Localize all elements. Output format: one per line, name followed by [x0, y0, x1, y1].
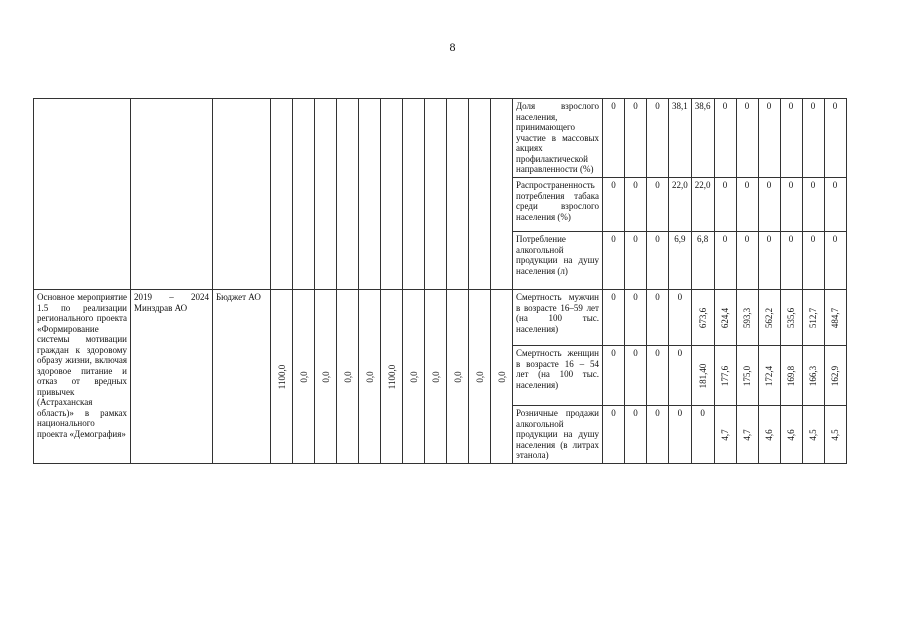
indicator-value: 4,7	[714, 406, 736, 464]
indicator-value: 0	[669, 290, 692, 346]
indicator-value: 38,6	[691, 99, 714, 178]
prev-funding-cell	[491, 99, 513, 290]
prev-funding-cell	[271, 99, 293, 290]
indicator-value: 162,9	[824, 346, 846, 406]
funding-value: 0,0	[337, 290, 359, 464]
indicator-value: 0	[736, 99, 758, 178]
indicator-value: 624,4	[714, 290, 736, 346]
prev-funding-cell	[447, 99, 469, 290]
indicator-value: 0	[802, 99, 824, 178]
indicator-value: 0	[691, 406, 714, 464]
funding-value: 0,0	[403, 290, 425, 464]
indicator-value: 673,6	[691, 290, 714, 346]
indicator-value: 0	[625, 99, 647, 178]
prev-period-cell	[131, 99, 213, 290]
indicator-value: 0	[603, 406, 625, 464]
funding-value: 0,0	[469, 290, 491, 464]
indicator-value: 0	[780, 178, 802, 232]
indicator-value: 0	[603, 346, 625, 406]
table-row	[34, 99, 847, 178]
indicator-value: 0	[802, 178, 824, 232]
prev-funding-cell	[403, 99, 425, 290]
indicator-value: 0	[647, 178, 669, 232]
indicator-value: 0	[625, 406, 647, 464]
indicator-value: 0	[736, 232, 758, 290]
funding-value: 0,0	[491, 290, 513, 464]
indicator-value: 512,7	[802, 290, 824, 346]
indicator-value: 4,6	[758, 406, 780, 464]
indicator-value: 0	[603, 99, 625, 178]
indicator-value: 0	[802, 232, 824, 290]
indicator-value: 175,0	[736, 346, 758, 406]
indicator-value: 0	[669, 346, 692, 406]
indicator-value: 0	[625, 346, 647, 406]
indicator-value: 6,9	[669, 232, 692, 290]
funding-value: 1100,0	[381, 290, 403, 464]
indicator-value: 0	[758, 232, 780, 290]
indicator-value: 4,5	[802, 406, 824, 464]
funding-value: 0,0	[293, 290, 315, 464]
indicator-value: 0	[669, 406, 692, 464]
indicator-value: 0	[625, 232, 647, 290]
prev-funding-cell	[337, 99, 359, 290]
indicator-value: 177,6	[714, 346, 736, 406]
indicator-value: 0	[647, 346, 669, 406]
indicator-value: 0	[824, 178, 846, 232]
indicator-value: 4,5	[824, 406, 846, 464]
indicator-value: 0	[647, 232, 669, 290]
indicator-value: 4,7	[736, 406, 758, 464]
indicator-value: 0	[647, 406, 669, 464]
indicator-value: 0	[647, 290, 669, 346]
indicator-value: 0	[603, 232, 625, 290]
indicator-value: 0	[603, 178, 625, 232]
indicator-value: 0	[647, 99, 669, 178]
indicator-name: Потребление алкогольной продукции на душу населения (л)	[513, 232, 603, 290]
indicator-value: 0	[625, 290, 647, 346]
indicator-value: 181,40	[691, 346, 714, 406]
funding-value: 0,0	[425, 290, 447, 464]
prev-funding-cell	[469, 99, 491, 290]
table-row	[34, 290, 847, 346]
indicator-value: 0	[736, 178, 758, 232]
indicator-value: 0	[780, 99, 802, 178]
funding-value: 1100,0	[271, 290, 293, 464]
prev-funding-cell	[425, 99, 447, 290]
indicator-value: 4,6	[780, 406, 802, 464]
prev-funding-cell	[293, 99, 315, 290]
indicator-name: Смертность мужчин в возрасте 16–59 лет (на 100 тыс. населения)	[513, 290, 603, 346]
indicator-value: 0	[824, 99, 846, 178]
indicator-value: 166,3	[802, 346, 824, 406]
indicator-name: Смертность женщин в возрасте 16 – 54 лет (на 100 тыс. населения)	[513, 346, 603, 406]
indicator-value: 0	[714, 99, 736, 178]
page-number: 8	[449, 40, 456, 54]
indicator-value: 22,0	[669, 178, 692, 232]
program-table	[33, 98, 847, 464]
indicator-value: 0	[780, 232, 802, 290]
funding-value: 0,0	[359, 290, 381, 464]
indicator-name: Розничные продажи алкогольной продукции на душу населения (в литрах этанола)	[513, 406, 603, 464]
indicator-value: 0	[603, 290, 625, 346]
indicator-value: 172,4	[758, 346, 780, 406]
prev-funding-cell	[359, 99, 381, 290]
indicator-value: 0	[758, 99, 780, 178]
indicator-value: 0	[824, 232, 846, 290]
measure-funding-source: Бюджет АО	[213, 290, 271, 464]
indicator-value: 6,8	[691, 232, 714, 290]
indicator-value: 484,7	[824, 290, 846, 346]
indicator-value: 0	[714, 178, 736, 232]
indicator-value: 0	[758, 178, 780, 232]
prev-measure-cell	[34, 99, 131, 290]
funding-value: 0,0	[315, 290, 337, 464]
prev-funding-cell	[381, 99, 403, 290]
indicator-value: 0	[714, 232, 736, 290]
indicator-value: 0	[625, 178, 647, 232]
indicator-value: 593,3	[736, 290, 758, 346]
indicator-value: 22,0	[691, 178, 714, 232]
indicator-value: 562,2	[758, 290, 780, 346]
indicator-value: 169,8	[780, 346, 802, 406]
funding-value: 0,0	[447, 290, 469, 464]
measure-period-executor: 2019 – 2024 Минздрав АО	[131, 290, 213, 464]
prev-funding-cell	[315, 99, 337, 290]
indicator-name: Распространенность потребления табака среди взрослого населения (%)	[513, 178, 603, 232]
indicator-value: 38,1	[669, 99, 692, 178]
prev-source-cell	[213, 99, 271, 290]
measure-title: Основное мероприятие 1.5 по реализации регионального проекта «Формирование системы мотивации граждан к здоровому образу жизни, включая здоровое питание и отказ от вредных привычек (Астраханская область)» в рамках национального проекта «Демография»	[34, 290, 131, 464]
indicator-name: Доля взрослого населения, принимающего участие в массовых акциях профилактической направленности (%)	[513, 99, 603, 178]
indicator-value: 535,6	[780, 290, 802, 346]
